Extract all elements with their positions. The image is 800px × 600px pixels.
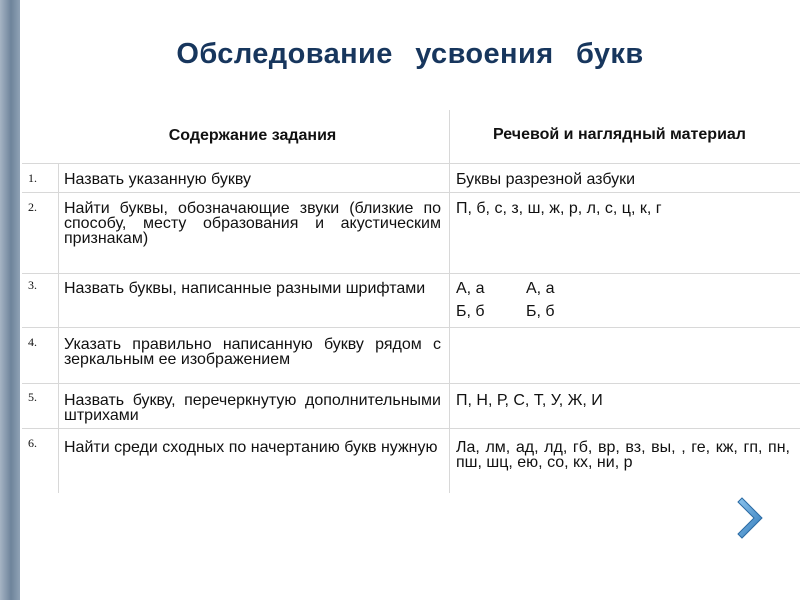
row-number: 2.	[28, 200, 37, 214]
slide-title: Обследование усвоения букв	[176, 38, 644, 70]
row-material: Ла, лм, ад, лд, гб, вр, вз, вы, , ге, кж, гп, пн, пш, шц, ею, со, кх, ни, р	[456, 439, 790, 471]
row-divider	[22, 428, 800, 429]
row-material: П, б, с, з, ш, ж, р, л, с, ц, к, г	[456, 200, 662, 217]
row-number: 4.	[28, 335, 37, 349]
row-task: Указать правильно написанную букву рядом с зеркальным ее изображением	[64, 336, 441, 368]
row-number: 6.	[28, 436, 37, 450]
row-divider	[22, 273, 800, 274]
sample-font-1: А, а	[456, 280, 485, 297]
sample-font-2: Б, б	[526, 303, 555, 320]
chevron-right-icon[interactable]	[736, 496, 768, 540]
row-divider	[22, 192, 800, 193]
left-decor-bar	[0, 0, 20, 600]
row-number: 1.	[28, 171, 37, 185]
sample-font-1: Б, б	[456, 303, 485, 320]
sample-font-2: А, а	[526, 280, 555, 297]
row-task: Назвать букву, перечеркнутую дополнительными штрихами	[64, 392, 441, 424]
material-column-divider	[449, 110, 450, 493]
row-divider	[22, 327, 800, 328]
sample-line	[456, 300, 596, 323]
row-task: Найти буквы, обозначающие звуки (близкие по способу, месту образования и акустическим признакам)	[64, 200, 441, 247]
row-material-samples	[456, 277, 596, 323]
row-task: Назвать указанную букву	[64, 171, 251, 188]
row-material: П, Н, Р, С, Т, У, Ж, И	[456, 392, 603, 409]
header-task: Содержание задания	[168, 127, 337, 144]
number-column-divider	[58, 163, 59, 493]
sample-line	[456, 277, 596, 300]
row-divider	[22, 383, 800, 384]
row-task: Найти среди сходных по начертанию букв нужную	[64, 439, 438, 456]
row-number: 3.	[28, 278, 37, 292]
header-divider	[22, 163, 800, 164]
row-material: Буквы разрезной азбуки	[456, 171, 636, 188]
row-task: Назвать буквы, написанные разными шрифтами	[64, 280, 426, 297]
row-number: 5.	[28, 390, 37, 404]
header-material: Речевой и наглядный материал	[493, 126, 746, 143]
